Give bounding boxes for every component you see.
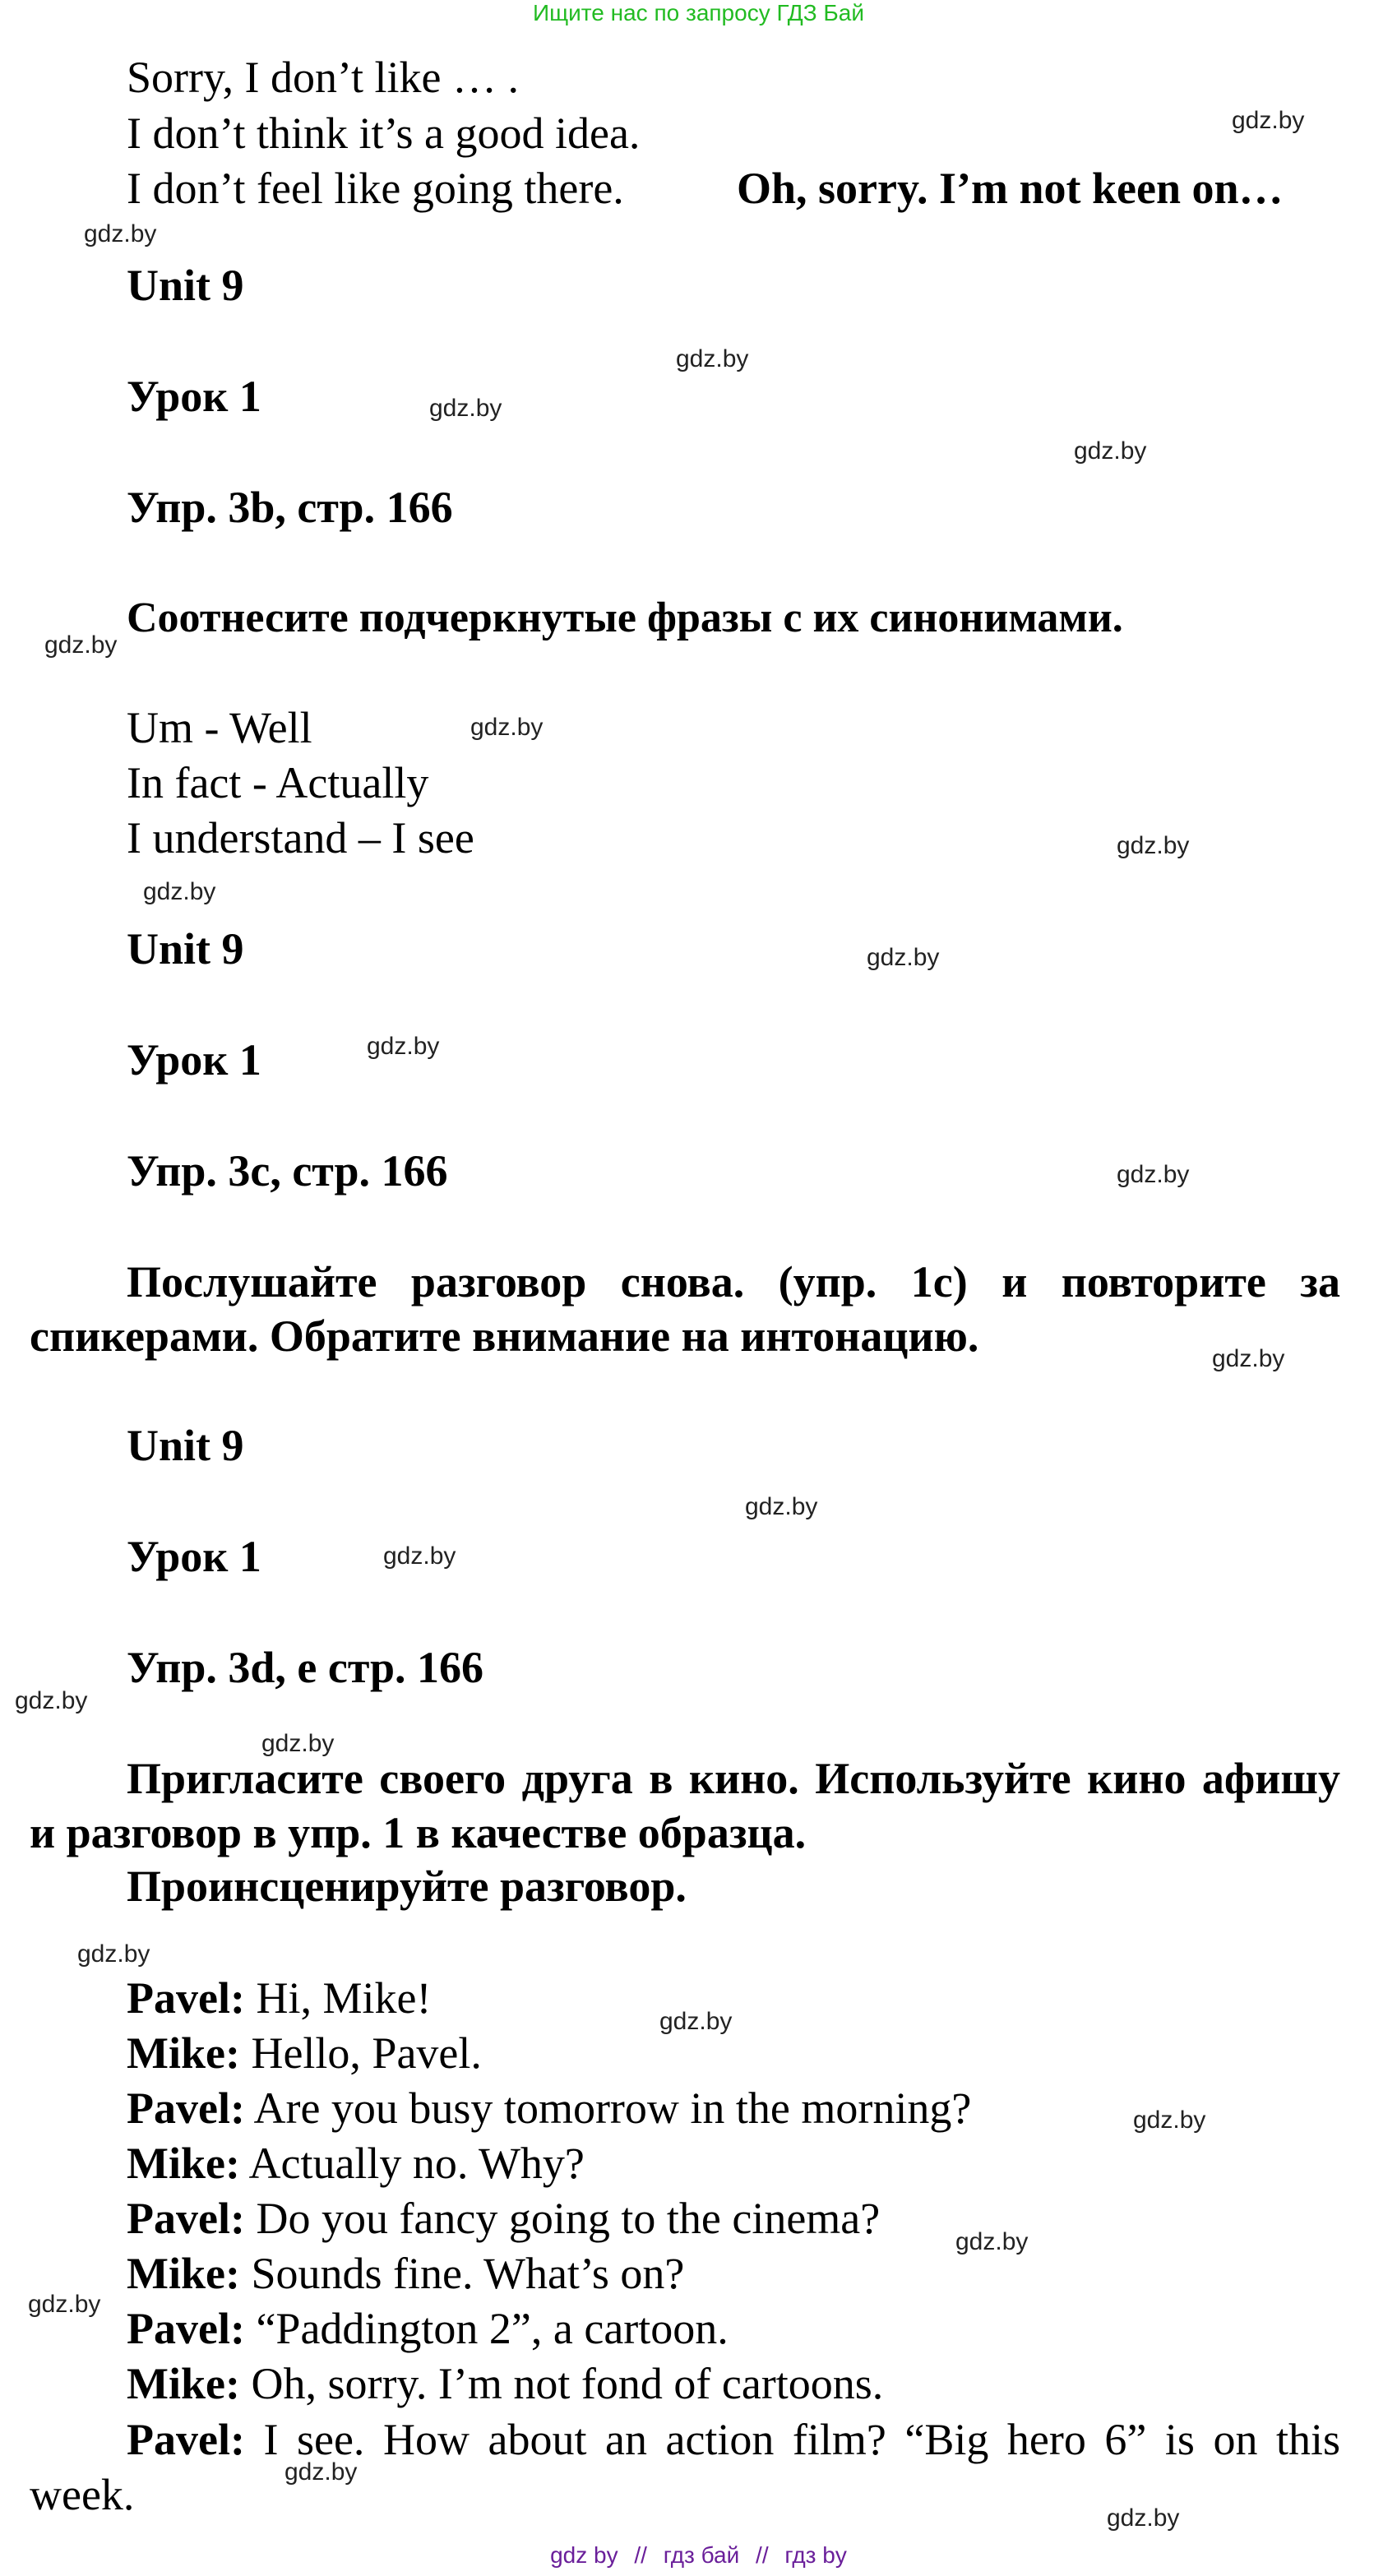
watermark: gdz.by (867, 944, 940, 971)
unit-heading: Unit 9 (127, 924, 244, 974)
watermark: gdz.by (77, 1940, 150, 1968)
watermark: gdz.by (429, 395, 502, 422)
top-banner[interactable]: Ищите нас по запросу ГДЗ Бай (532, 0, 865, 25)
dialogue-line: Mike: Sounds fine. What’s on? (127, 2249, 685, 2298)
watermark: gdz.by (470, 714, 544, 741)
phrase-line: I don’t think it’s a good idea. (127, 109, 641, 158)
exercise-heading: Упр. 3d, e стр. 166 (127, 1643, 484, 1692)
phrase-line: I don’t feel like going there. (127, 164, 624, 213)
watermark: gdz.by (44, 631, 118, 659)
watermark: gdz.by (15, 1687, 88, 1714)
dialogue-line: Mike: Actually no. Why? (127, 2139, 585, 2188)
watermark: gdz.by (676, 345, 749, 372)
watermark: gdz.by (261, 1730, 335, 1757)
watermark: gdz.by (1133, 2107, 1206, 2134)
watermark: gdz.by (1232, 107, 1305, 134)
watermark: gdz.by (955, 2228, 1029, 2255)
answer-line: I understand – I see (127, 813, 474, 863)
task-text: Послушайте разговор снова. (упр. 1c) и повторите за спикерами. Обратите внимание на интонацию. (30, 1257, 1340, 1361)
watermark: gdz.by (367, 1033, 440, 1060)
footer-separator: // (756, 2542, 769, 2568)
phrase-line-bold: Oh, sorry. I’m not keen on… (737, 164, 1284, 213)
dialogue-line: Pavel: I see. How about an action film? “Big hero 6” is on this week. (30, 2415, 1340, 2519)
dialogue-line: Pavel: Hi, Mike! (127, 1973, 432, 2023)
task-text-2: Проинсценируйте разговор. (127, 1861, 687, 1911)
footer-link[interactable]: гдз бай (663, 2542, 740, 2568)
task-text: Соотнесите подчеркнутые фразы с их синонимами. (127, 594, 1123, 641)
phrase-line: Sorry, I don’t like … . (127, 53, 519, 102)
lesson-heading: Урок 1 (127, 1035, 261, 1085)
watermark: gdz.by (1212, 1345, 1285, 1372)
footer-separator: // (634, 2542, 647, 2568)
dialogue-line: Mike: Hello, Pavel. (127, 2028, 482, 2078)
exercise-heading: Упр. 3c, стр. 166 (127, 1146, 448, 1196)
watermark: gdz.by (1117, 832, 1190, 859)
footer-link[interactable]: gdz by (550, 2542, 618, 2568)
watermark: gdz.by (745, 1493, 818, 1520)
dialogue-line: Pavel: Do you fancy going to the cinema? (127, 2194, 881, 2243)
unit-heading: Unit 9 (127, 1421, 244, 1470)
dialogue-line: Pavel: “Paddington 2”, a cartoon. (127, 2304, 729, 2353)
watermark: gdz.by (84, 220, 157, 247)
watermark: gdz.by (659, 2008, 733, 2035)
answer-line: In fact - Actually (127, 758, 429, 807)
unit-heading: Unit 9 (127, 261, 244, 310)
watermark: gdz.by (1074, 437, 1147, 465)
watermark: gdz.by (1117, 1161, 1190, 1188)
dialogue-line: Mike: Oh, sorry. I’m not fond of cartoons. (127, 2359, 884, 2408)
watermark: gdz.by (1107, 2504, 1180, 2532)
answer-line: Um - Well (127, 703, 312, 752)
footer-links (0, 2542, 1397, 2569)
footer-link[interactable]: гдз by (784, 2542, 847, 2568)
watermark: gdz.by (28, 2291, 101, 2318)
dialogue-line: Pavel: Are you busy tomorrow in the morning? (127, 2083, 972, 2133)
lesson-heading: Урок 1 (127, 372, 261, 421)
watermark: gdz.by (143, 878, 216, 905)
exercise-heading: Упр. 3b, стр. 166 (127, 483, 453, 532)
task-text: Пригласите своего друга в кино. Используйте кино афишу и разговор в упр. 1 в качестве образца. (30, 1754, 1340, 1857)
watermark: gdz.by (284, 2458, 358, 2486)
watermark: gdz.by (383, 1542, 456, 1570)
lesson-heading: Урок 1 (127, 1532, 261, 1581)
